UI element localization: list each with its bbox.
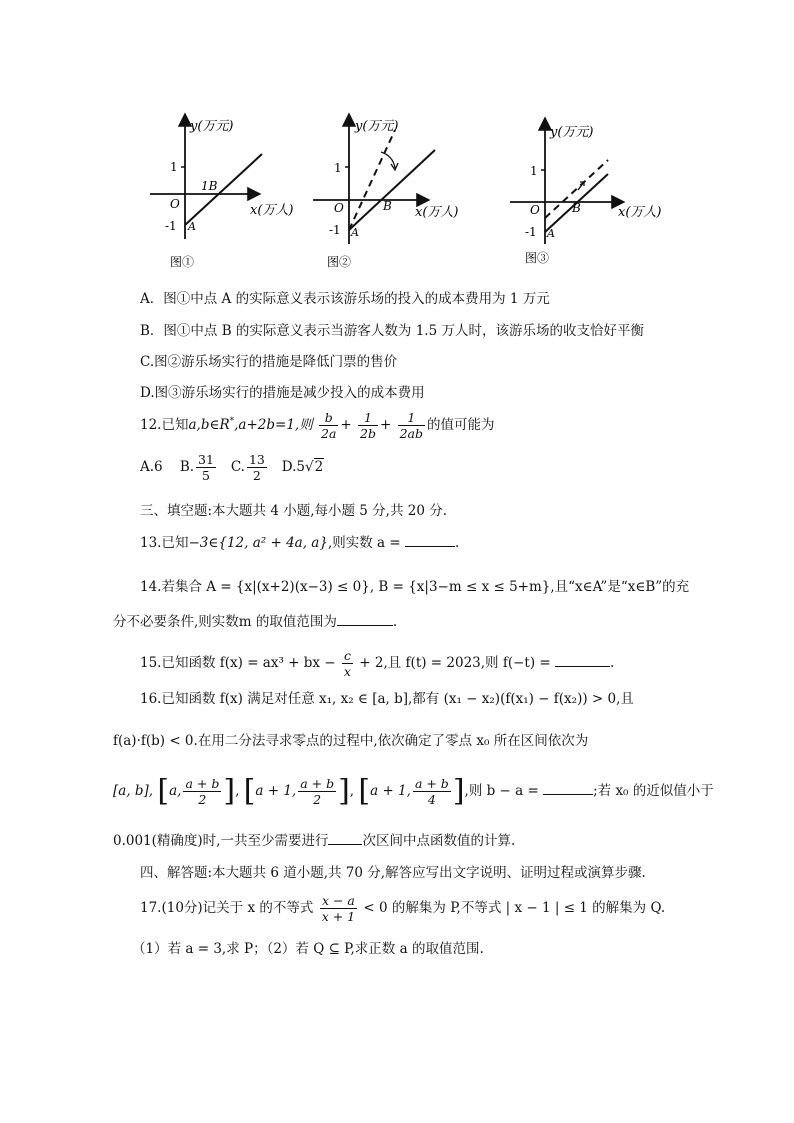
tick-negative: -1 [525,225,537,239]
figure-2-graph [305,104,485,274]
figure-3 [500,104,680,274]
option-11-a: A．图①中点 A 的实际意义表示该游乐场的投入的成本费用为 1 万元 [140,291,550,307]
figure-1-graph [140,104,310,274]
answer-blank-16a[interactable] [543,780,593,795]
interval-3-fraction: $\frac{a + b}{2}$ [300,776,335,807]
question-16-line-3: [a, b], [a, $\frac{a + b}{2}$ ], [a + 1, $\frac{a + b}{2}$ ], [a + 1, $\frac{a + b}{4}$ ],则 b − a = ;若 x₀ 的近似值小于 [113,773,714,809]
option-c-fraction: $\frac{13}{2}$ [248,452,265,483]
y-axis-label: y(万元) [550,125,594,140]
question-12-options: A.6 B. $\frac{31}{5}$ C. $\frac{13}{2}$ D.5√2 [140,452,324,483]
answer-blank-14[interactable] [337,611,393,626]
fraction-1-2ab: $\frac{1}{2ab}$ [399,410,424,441]
point-b-label: 1B [201,179,218,193]
question-13: 13.已知−3∈{12, a² + 4a, a},则实数 a = . [140,532,459,554]
question-16-line-1: 16.已知函数 f(x) 满足对任意 x₁, x₂ ∈ [a, b],都有 (x₁ − x₂)(f(x₁) − f(x₂)) > 0,且 [140,691,634,707]
x-axis-label: x(万人) [618,205,662,220]
answer-blank-15[interactable] [555,652,610,667]
figure-label: 图① [170,255,195,269]
fraction-x-a-over-x-1: $\frac{x - a}{x + 1}$ [321,893,356,924]
question-14-line-1: 14.若集合 A = {x|(x+2)(x−3) ≤ 0}, B = {x|3−m ≤ x ≤ 5+m},且“x∈A”是“x∈B”的充 [140,579,690,595]
tick-positive: 1 [170,160,178,174]
y-axis-label: y(万元) [190,119,234,134]
tick-positive: 1 [334,161,342,175]
interval-2-fraction: $\frac{a + b}{2}$ [185,776,220,807]
point-a-label: A [188,220,196,233]
question-17: 17.(10分)记关于 x 的不等式 $\frac{x - a}{x + 1}$ < 0 的解集为 P,不等式 | x − 1 | ≤ 1 的解集为 Q. [140,893,666,924]
origin-label: O [170,197,180,211]
question-12: 12.已知a,b∈R*,a+2b=1,则 $\frac{b}{2a}$ + $\frac{1}{2b}$ + $\frac{1}{2ab}$ 的值可能为 [140,410,495,441]
option-11-d: D.图③游乐场实行的措施是减少投入的成本费用 [140,385,425,401]
fraction-c-x: $\frac{c}{x}$ [343,648,351,679]
tick-positive: 1 [530,164,538,178]
origin-label: O [334,201,344,215]
section-3-heading: 三、填空题:本大题共 4 小题,每小题 5 分,共 20 分. [140,503,448,519]
figure-label: 图② [327,255,352,269]
x-axis-label: x(万人) [250,203,294,218]
fraction-b-2a: $\frac{b}{2a}$ [321,410,337,441]
point-b-label: B [383,199,392,213]
question-14-line-2: 分不必要条件,则实数m 的取值范围为 . [113,611,397,633]
point-a-label: A [547,227,555,240]
figure-1 [140,104,310,274]
figure-2 [305,104,485,274]
section-4-heading: 四、解答题:本大题共 6 道小题,共 70 分,解答应写出文字说明、证明过程或演算步骤. [140,865,646,881]
x-axis-label: x(万人) [415,205,459,220]
answer-blank-16b[interactable] [328,830,362,845]
figures-row [140,104,680,274]
question-16-line-2: f(a)·f(b) < 0.在用二分法寻求零点的过程中,依次确定了零点 x₀ 所在区间依次为 [113,733,589,749]
option-11-c: C.图②游乐场实行的措施是降低门票的售价 [140,354,398,370]
figure-label: 图③ [525,251,550,265]
question-15: 15.已知函数 f(x) = ax³ + bx − $\frac{c}{x}$ + 2,且 f(t) = 2023,则 f(−t) = . [140,648,615,679]
tick-negative: -1 [329,223,341,237]
figure-3-graph [500,104,680,274]
dashed-line [349,130,395,230]
fraction-1-2b: $\frac{1}{2b}$ [360,410,376,441]
point-b-label: B [572,201,581,215]
point-a-label: A [351,226,359,239]
y-axis-label: y(万元) [355,119,399,134]
tick-negative: -1 [165,219,177,233]
option-11-b: B．图①中点 B 的实际意义表示当游客人数为 1.5 万人时，该游乐场的收支恰好平衡 [140,323,644,339]
option-b-fraction: $\frac{31}{5}$ [198,452,214,483]
origin-label: O [530,203,540,217]
question-17-parts: （1）若 a = 3,求 P；（2）若 Q ⊆ P,求正数 a 的取值范围. [132,941,484,957]
answer-blank-13[interactable] [405,532,455,547]
question-16-line-4: 0.001(精确度)时,一共至少需要进行 次区间中点函数值的计算. [113,830,515,852]
interval-4-fraction: $\frac{a + b}{4}$ [414,776,449,807]
